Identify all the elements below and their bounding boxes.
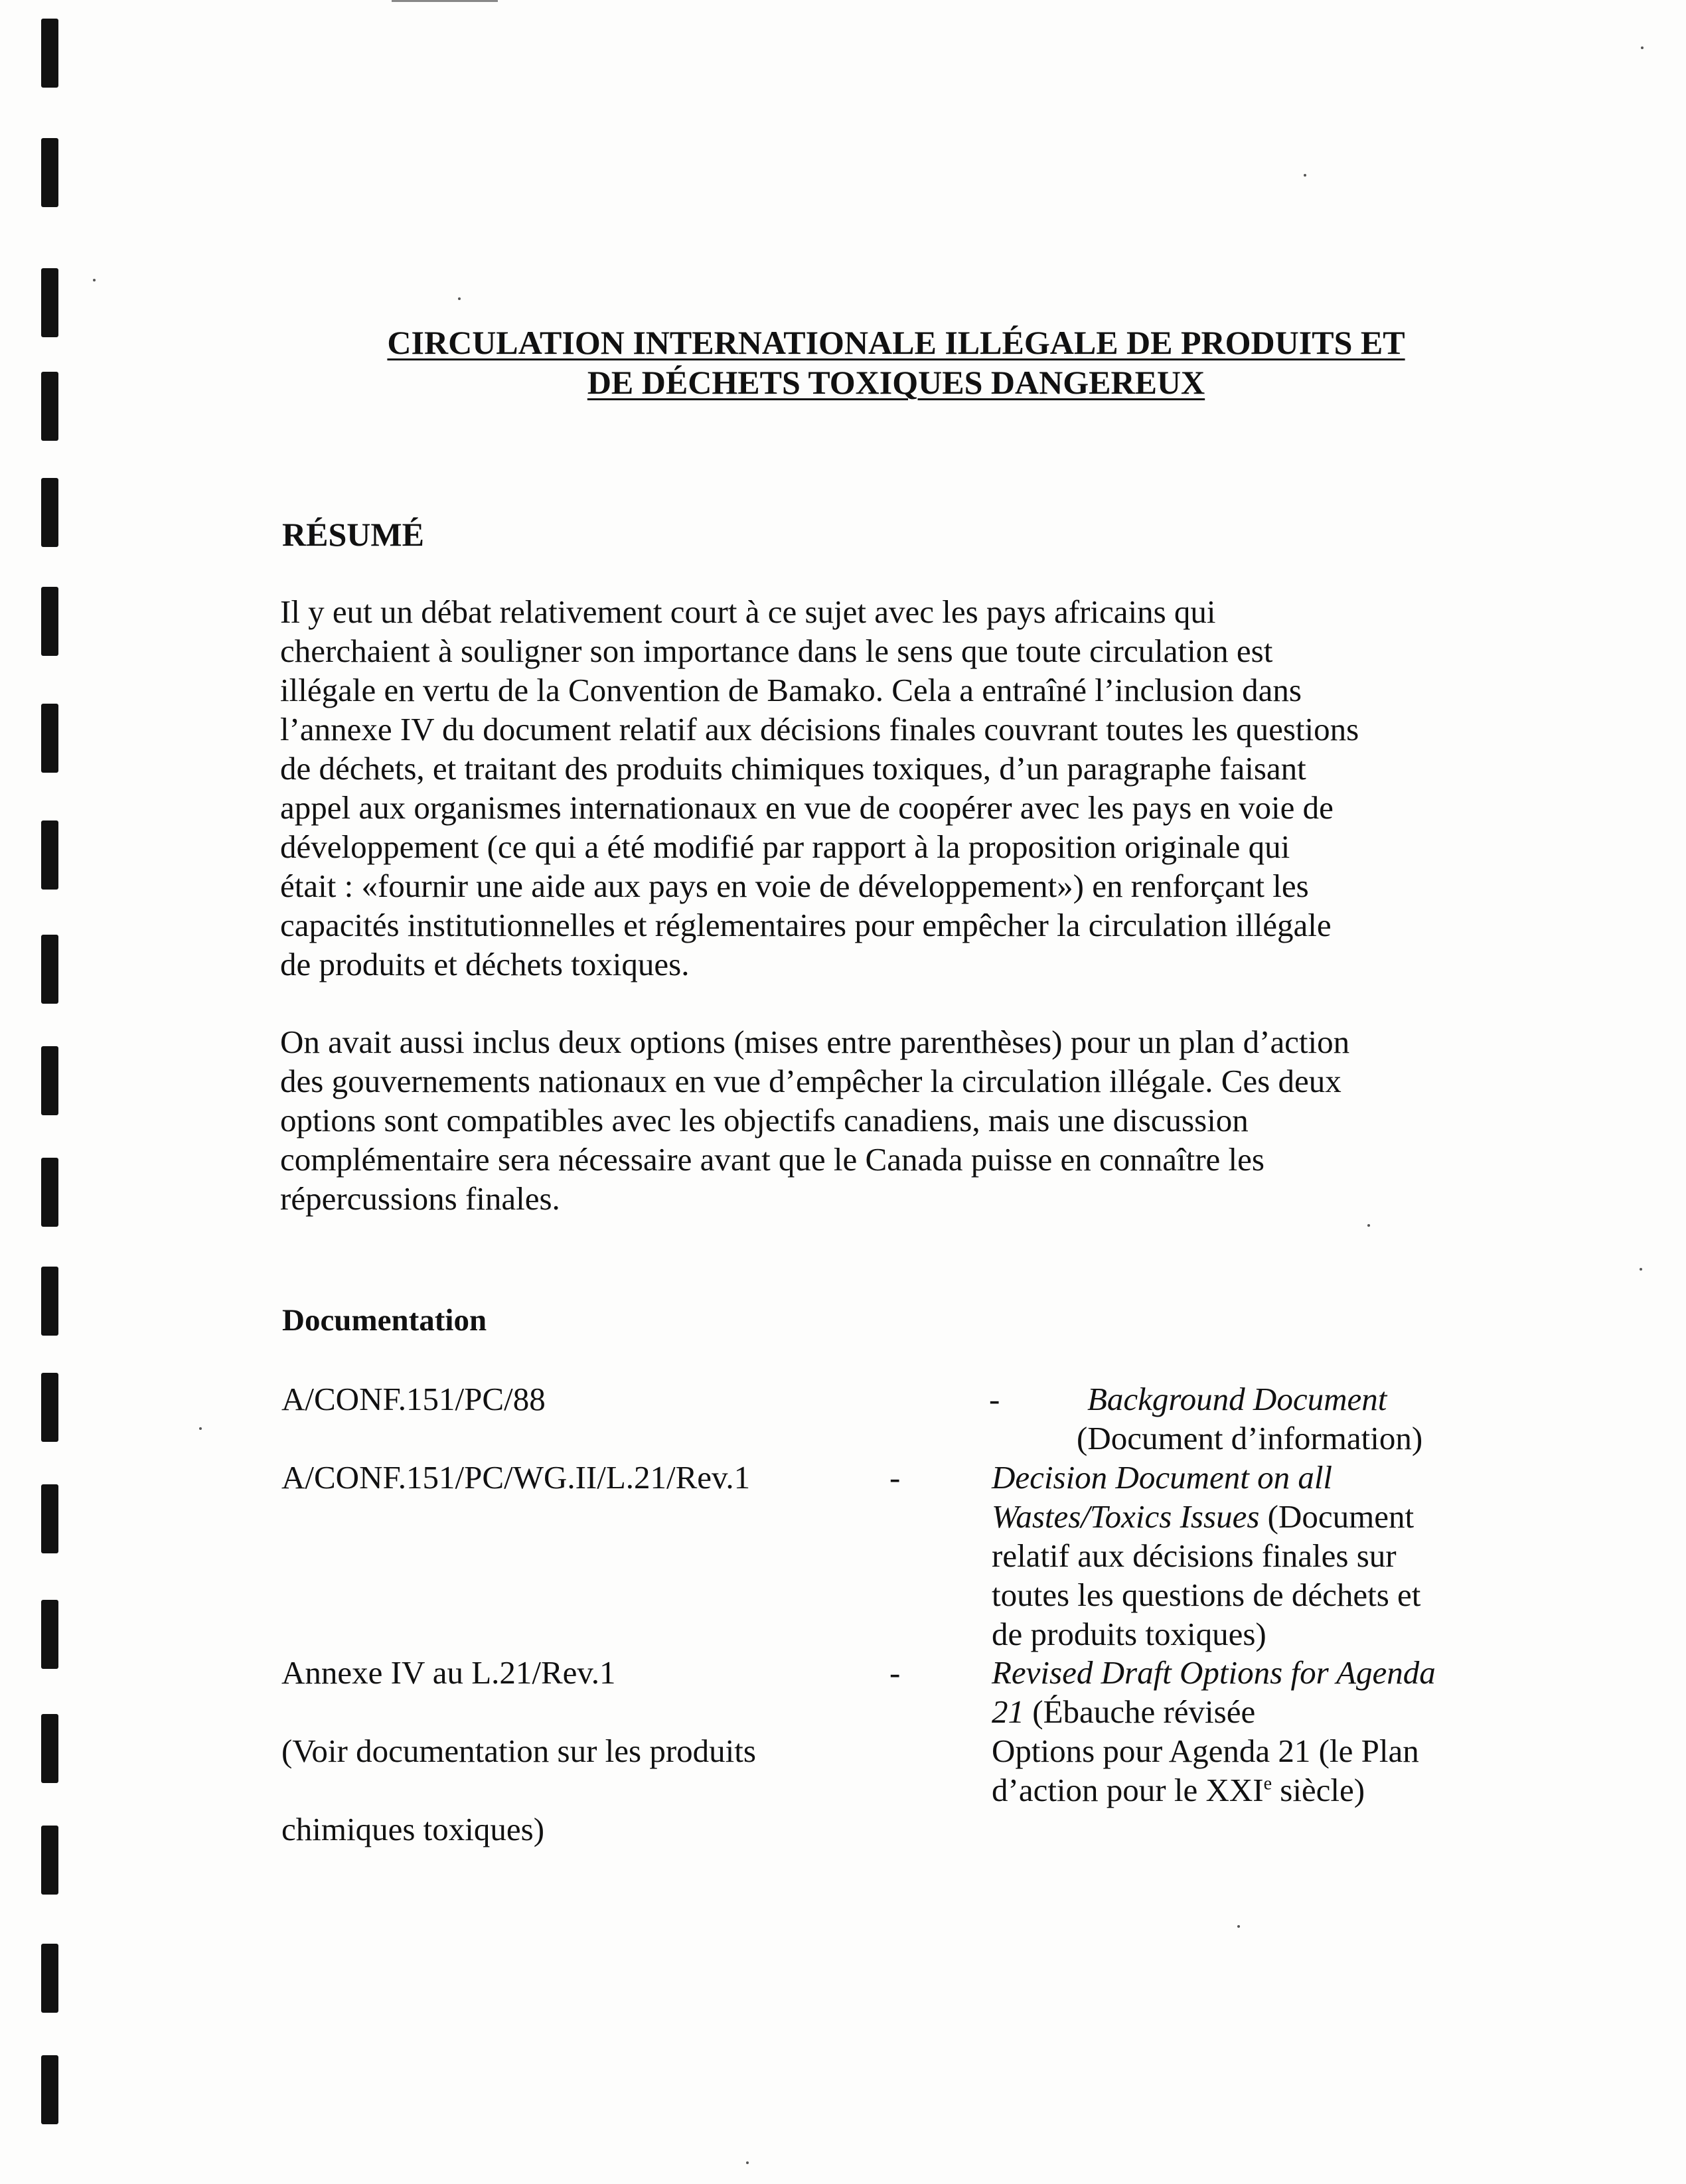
text-line: capacités institutionnelles et réglementaires pour empêcher la circulation illégale xyxy=(280,907,1332,943)
binding-hole xyxy=(41,935,58,1004)
doc-ref-1: A/CONF.151/PC/88 xyxy=(281,1381,546,1417)
scan-speck xyxy=(1641,46,1644,49)
text-line: appel aux organismes internationaux en vue de coopérer avec les pays en voie de xyxy=(280,789,1334,826)
binding-hole xyxy=(41,372,58,441)
scan-speck xyxy=(1237,1925,1240,1928)
text-line: répercussions finales. xyxy=(280,1180,560,1217)
doc-note-line: (Voir documentation sur les produits xyxy=(281,1733,756,1769)
page-title xyxy=(279,323,1513,402)
documentation-heading: Documentation xyxy=(282,1303,487,1338)
binding-hole xyxy=(41,2055,58,2124)
resume-heading: RÉSUMÉ xyxy=(282,516,424,553)
binding-hole xyxy=(41,1600,58,1669)
doc-desc-1-cont: (Document d’information) xyxy=(1077,1420,1423,1456)
binding-hole xyxy=(41,19,58,88)
scan-speck xyxy=(458,297,461,300)
doc-dash-2: - xyxy=(889,1459,901,1496)
text-line: toutes les questions de déchets et xyxy=(992,1577,1421,1613)
text-line xyxy=(992,1770,1436,1810)
binding-hole xyxy=(41,1373,58,1442)
scan-speck xyxy=(746,2161,749,2164)
text-line: de déchets, et traitant des produits chimiques toxiques, d’un paragraphe faisant xyxy=(280,750,1306,787)
binding-hole xyxy=(41,1826,58,1895)
scan-speck xyxy=(199,1427,202,1430)
doc-ref-2: A/CONF.151/PC/WG.II/L.21/Rev.1 xyxy=(281,1459,751,1496)
doc-desc-plain: (Document xyxy=(1259,1498,1415,1535)
scan-speck xyxy=(93,279,96,281)
binding-hole xyxy=(41,138,58,207)
binding-hole xyxy=(41,820,58,890)
binding-hole xyxy=(41,268,58,337)
title-line: CIRCULATION INTERNATIONALE ILLÉGALE DE PRODUITS ET xyxy=(387,324,1405,361)
binding-hole xyxy=(41,1944,58,2013)
scan-edge-mark xyxy=(392,0,498,2)
title-line: DE DÉCHETS TOXIQUES DANGEREUX xyxy=(587,364,1205,401)
doc-dash-1: - xyxy=(989,1381,1000,1417)
doc-desc-italic: Background Document xyxy=(1087,1381,1387,1417)
scan-speck xyxy=(1304,174,1306,177)
text-line: Il y eut un débat relativement court à ce sujet avec les pays africains qui xyxy=(280,593,1216,630)
text-line: l’annexe IV du document relatif aux décisions finales couvrant toutes les questions xyxy=(280,711,1359,747)
binding-hole xyxy=(41,587,58,656)
text-line: complémentaire sera nécessaire avant que le Canada puisse en connaître les xyxy=(280,1141,1264,1178)
doc-desc-italic: Wastes/Toxics Issues xyxy=(992,1498,1260,1535)
text-line: développement (ce qui a été modifié par rapport à la proposition originale qui xyxy=(280,828,1290,865)
binding-hole xyxy=(41,1484,58,1553)
binding-hole xyxy=(41,1714,58,1783)
doc-desc-italic: 21 xyxy=(992,1693,1024,1730)
doc-note-line: chimiques toxiques) xyxy=(281,1811,545,1847)
doc-desc-plain: (Ébauche révisée xyxy=(1024,1693,1256,1730)
binding-hole xyxy=(41,1267,58,1336)
text-line: des gouvernements nationaux en vue d’empêcher la circulation illégale. Ces deux xyxy=(280,1063,1341,1099)
text-line: était : «fournir une aide aux pays en voie de développement») en renforçant les xyxy=(280,868,1309,904)
doc-desc-1 xyxy=(1087,1379,1387,1419)
doc-desc-3 xyxy=(992,1653,1436,1810)
text-line: Options pour Agenda 21 (le Plan xyxy=(992,1733,1419,1769)
text-line: relatif aux décisions finales sur xyxy=(992,1537,1397,1574)
doc-desc-plain: d’action pour le XXI xyxy=(992,1772,1264,1808)
text-line: illégale en vertu de la Convention de Bamako. Cela a entraîné l’inclusion dans xyxy=(280,672,1302,708)
doc-desc-2 xyxy=(992,1458,1420,1654)
binding-hole xyxy=(41,1046,58,1115)
resume-paragraph-2 xyxy=(280,1022,1528,1218)
text-line: options sont compatibles avec les objectifs canadiens, mais une discussion xyxy=(280,1102,1249,1138)
text-line: de produits toxiques) xyxy=(992,1616,1266,1652)
scan-speck xyxy=(1640,1268,1642,1271)
doc-ref-3: Annexe IV au L.21/Rev.1 xyxy=(281,1654,616,1691)
binding-hole xyxy=(41,1158,58,1227)
doc-desc-italic: Decision Document on all xyxy=(992,1459,1333,1496)
text-line xyxy=(992,1692,1436,1731)
scan-speck xyxy=(1367,1224,1370,1227)
doc-dash-3: - xyxy=(889,1654,901,1691)
text-line xyxy=(992,1497,1420,1536)
text-line: On avait aussi inclus deux options (mises entre parenthèses) pour un plan d’action xyxy=(280,1024,1350,1060)
resume-paragraph-1 xyxy=(280,592,1528,984)
superscript: e xyxy=(1263,1773,1272,1794)
text-line: cherchaient à souligner son importance dans le sens que toute circulation est xyxy=(280,633,1273,669)
binding-hole xyxy=(41,704,58,773)
doc-desc-plain: siècle) xyxy=(1272,1772,1365,1808)
doc-desc-italic: Revised Draft Options for Agenda xyxy=(992,1654,1436,1691)
text-line: de produits et déchets toxiques. xyxy=(280,946,690,982)
binding-hole xyxy=(41,478,58,547)
